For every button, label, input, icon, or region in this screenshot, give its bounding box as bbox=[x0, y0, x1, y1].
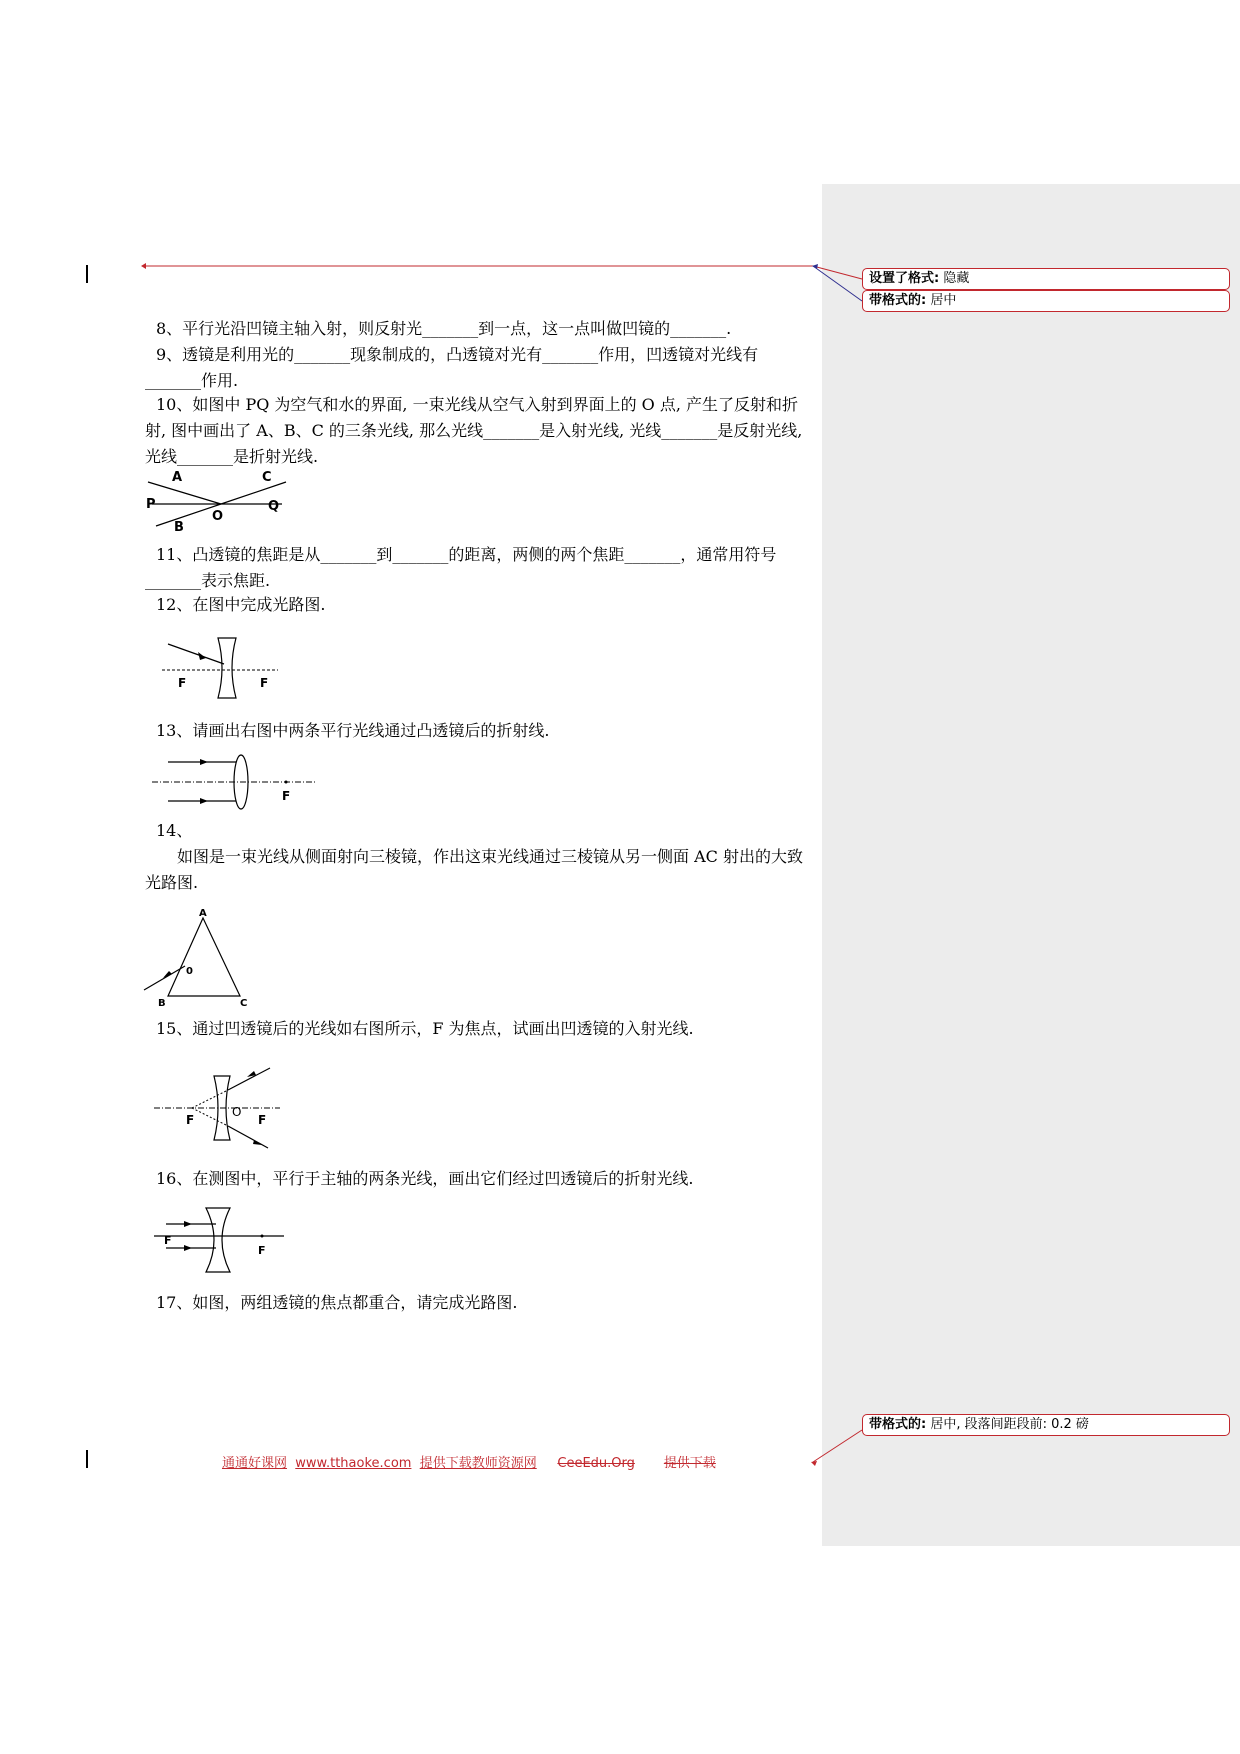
footer-site-url[interactable]: www.tthaoke.com bbox=[295, 1456, 412, 1471]
label-f: F bbox=[282, 789, 291, 803]
figure-concave-lens-16 bbox=[152, 1204, 288, 1276]
label-a: A bbox=[199, 908, 207, 919]
label-c: C bbox=[240, 998, 248, 1008]
label-p: P bbox=[146, 497, 156, 512]
label-f-right: F bbox=[258, 1113, 267, 1127]
label-o: 0 bbox=[186, 966, 193, 977]
text-cursor-bottom bbox=[86, 1450, 88, 1468]
comment-balloon-center[interactable]: 带格式的: 居中 bbox=[862, 290, 1230, 312]
label-b: B bbox=[158, 998, 166, 1008]
comment-balloon-spacing[interactable]: 带格式的: 居中, 段落间距段前: 0.2 磅 bbox=[862, 1414, 1230, 1436]
label-f-left: F bbox=[164, 1234, 172, 1247]
figure-reflection-refraction bbox=[146, 468, 296, 532]
figure-concave-lens-15 bbox=[152, 1064, 282, 1150]
comment-balloon-hidden[interactable]: 设置了格式: 隐藏 bbox=[862, 268, 1230, 290]
question-9: 9、透镜是利用光的_______现象制成的，凸透镜对光有_______作用，凹透镜对光线有_______作用. bbox=[145, 345, 759, 390]
question-8: 8、平行光沿凹镜主轴入射，则反射光_______到一点，这一点叫做凹镜的_______. bbox=[156, 319, 732, 338]
question-15: 15、通过凹透镜后的光线如右图所示，F 为焦点，试画出凹透镜的入射光线. bbox=[156, 1019, 694, 1038]
figure-prism-14 bbox=[142, 906, 252, 1008]
figure-concave-lens-12 bbox=[160, 632, 280, 704]
question-10: 10、如图中 PQ 为空气和水的界面, 一束光线从空气入射到界面上的 O 点, 产生了反射和折射, 图中画出了 A、B、C 的三条光线, 那么光线_______是入射光线, 光线_______是反射光线, 光线_______是折射光线. bbox=[145, 395, 803, 466]
question-17: 17、如图，两组透镜的焦点都重合，请完成光路图. bbox=[156, 1293, 518, 1312]
label-f-right: F bbox=[258, 1244, 266, 1257]
footer-deleted-text: 提供下载 bbox=[663, 1456, 716, 1471]
label-q: Q bbox=[268, 499, 280, 514]
label-c: C bbox=[262, 470, 272, 485]
footer-site-name: 通通好课网 bbox=[222, 1456, 288, 1471]
label-o: O bbox=[212, 509, 224, 524]
question-12: 12、在图中完成光路图. bbox=[156, 595, 326, 614]
question-11: 11、凸透镜的焦距是从_______到_______的距离，两侧的两个焦距_______，通常用符号_______表示焦距. bbox=[145, 545, 777, 590]
label-f-right: F bbox=[260, 676, 269, 690]
label-f-left: F bbox=[186, 1113, 195, 1127]
question-14-number: 14、 bbox=[156, 821, 193, 840]
footer-deleted-url: CeeEdu.Org bbox=[557, 1456, 635, 1471]
page-footer bbox=[222, 1452, 716, 1471]
label-a: A bbox=[172, 470, 183, 485]
question-13: 13、请画出右图中两条平行光线通过凸透镜后的折射线. bbox=[156, 721, 550, 740]
label-o: O bbox=[232, 1105, 242, 1119]
question-16: 16、在测图中，平行于主轴的两条光线，画出它们经过凹透镜后的折射光线. bbox=[156, 1169, 694, 1188]
figure-convex-lens-13 bbox=[150, 752, 320, 810]
question-14: 如图是一束光线从侧面射向三棱镜，作出这束光线通过三棱镜从另一侧面 AC 射出的大致光路图. bbox=[145, 847, 803, 892]
label-b: B bbox=[174, 520, 184, 532]
label-f-left: F bbox=[178, 676, 187, 690]
footer-download-text: 提供下载教师资源网 bbox=[419, 1456, 537, 1471]
